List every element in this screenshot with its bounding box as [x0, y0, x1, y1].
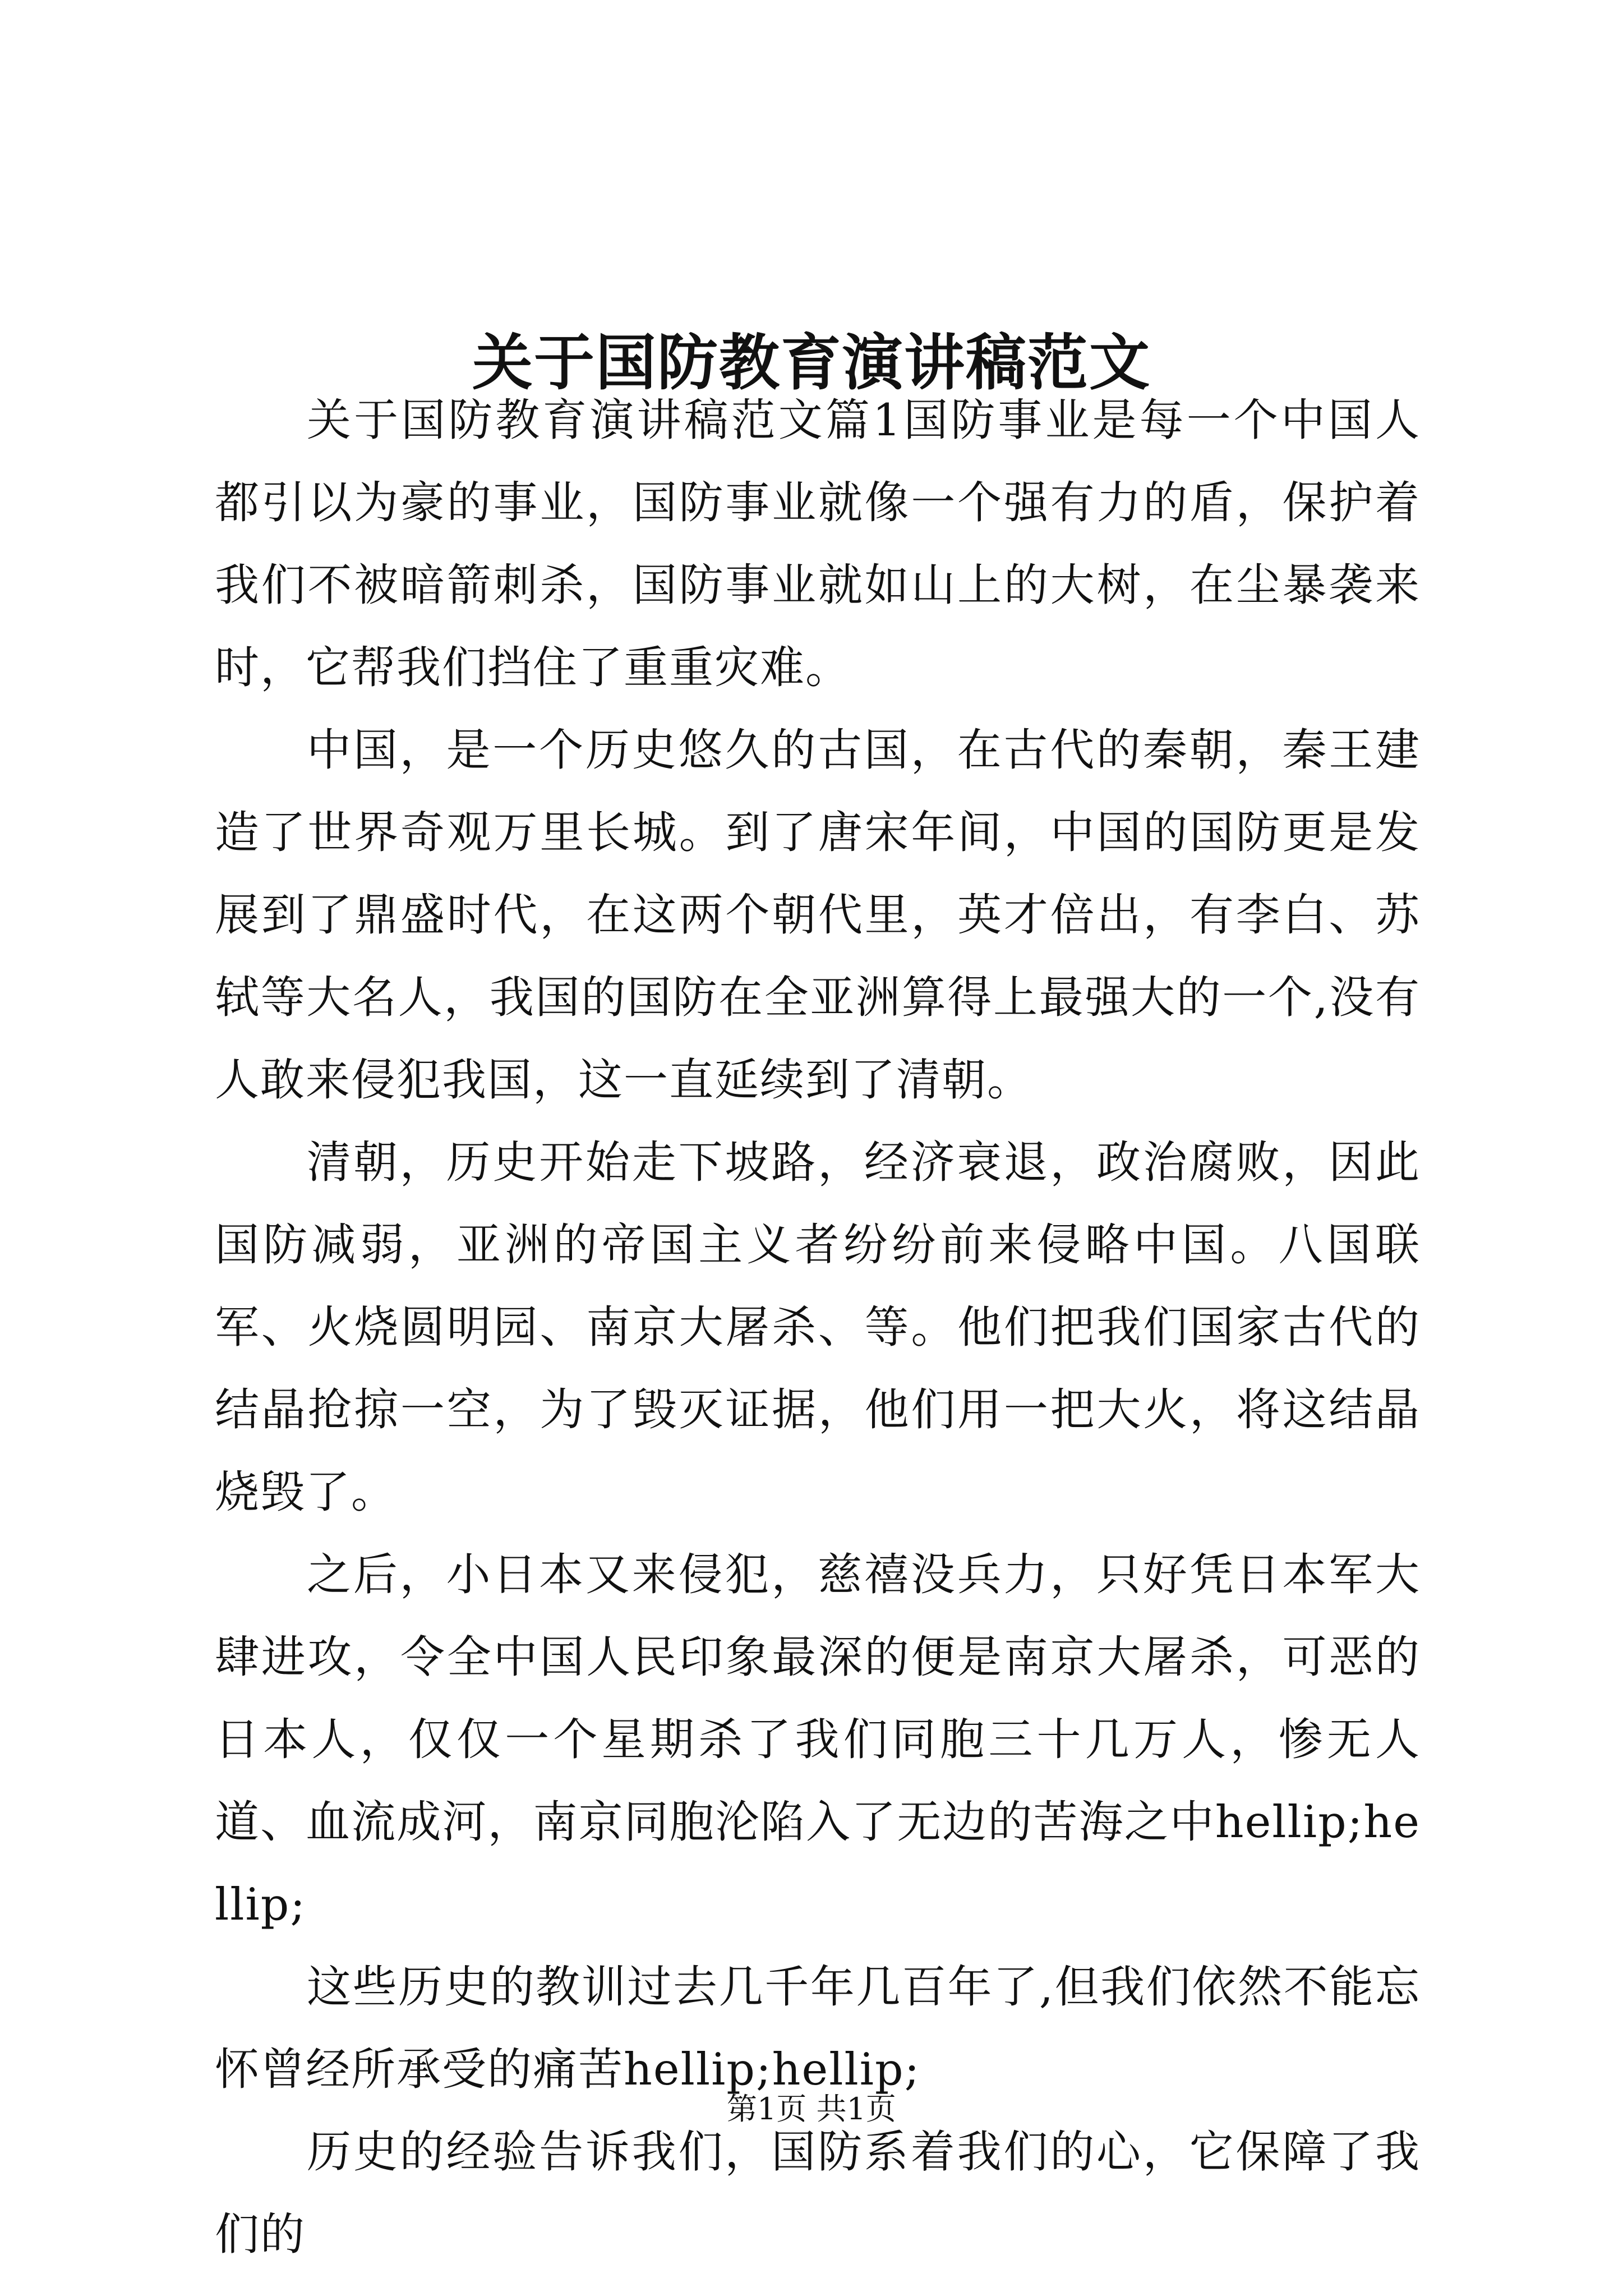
document-title: 关于国防教育演讲稿范文 [472, 328, 1151, 399]
paragraph-1: 关于国防教育演讲稿范文篇1国防事业是每一个中国人都引以为豪的事业，国防事业就像一个强有力的盾，保护着我们不被暗箭刺杀，国防事业就如山上的大树，在尘暴袭来时，它帮我们挡住了重重灾难。 [215, 394, 1421, 693]
page-number-footer: 第1页 共1页 [727, 2091, 896, 2127]
paragraph-2: 中国，是一个历史悠久的古国，在古代的秦朝，秦王建造了世界奇观万里长城。到了唐宋年间，中国的国防更是发展到了鼎盛时代，在这两个朝代里，英才倍出，有李白、苏轼等大名人，我国的国防在全亚洲算得上最强大的一个,没有人敢来侵犯我国，这一直延续到了清朝。 [215, 724, 1421, 1106]
paragraph-5: 这些历史的教训过去几千年几百年了,但我们依然不能忘怀曾经所承受的痛苦hellip;hellip; [215, 1961, 1421, 2095]
paragraph-6: 历史的经验告诉我们，国防系着我们的心，它保障了我们的 [215, 2126, 1421, 2260]
paragraph-3: 清朝，历史开始走下坡路，经济衰退，政治腐败，因此国防减弱，亚洲的帝国主义者纷纷前来侵略中国。八国联军、火烧圆明园、南京大屠杀、等。他们把我们国家古代的结晶抢掠一空，为了毁灭证据，他们用一把大火，将这结晶烧毁了。 [215, 1137, 1421, 1518]
paragraph-4: 之后，小日本又来侵犯，慈禧没兵力，只好凭日本军大肆进攻，令全中国人民印象最深的便是南京大屠杀，可恶的日本人，仅仅一个星期杀了我们同胞三十几万人，惨无人道、血流成河，南京同胞沦陷入了无边的苦海之中hellip;hellip; [215, 1549, 1421, 1930]
document-body [215, 379, 1421, 2276]
